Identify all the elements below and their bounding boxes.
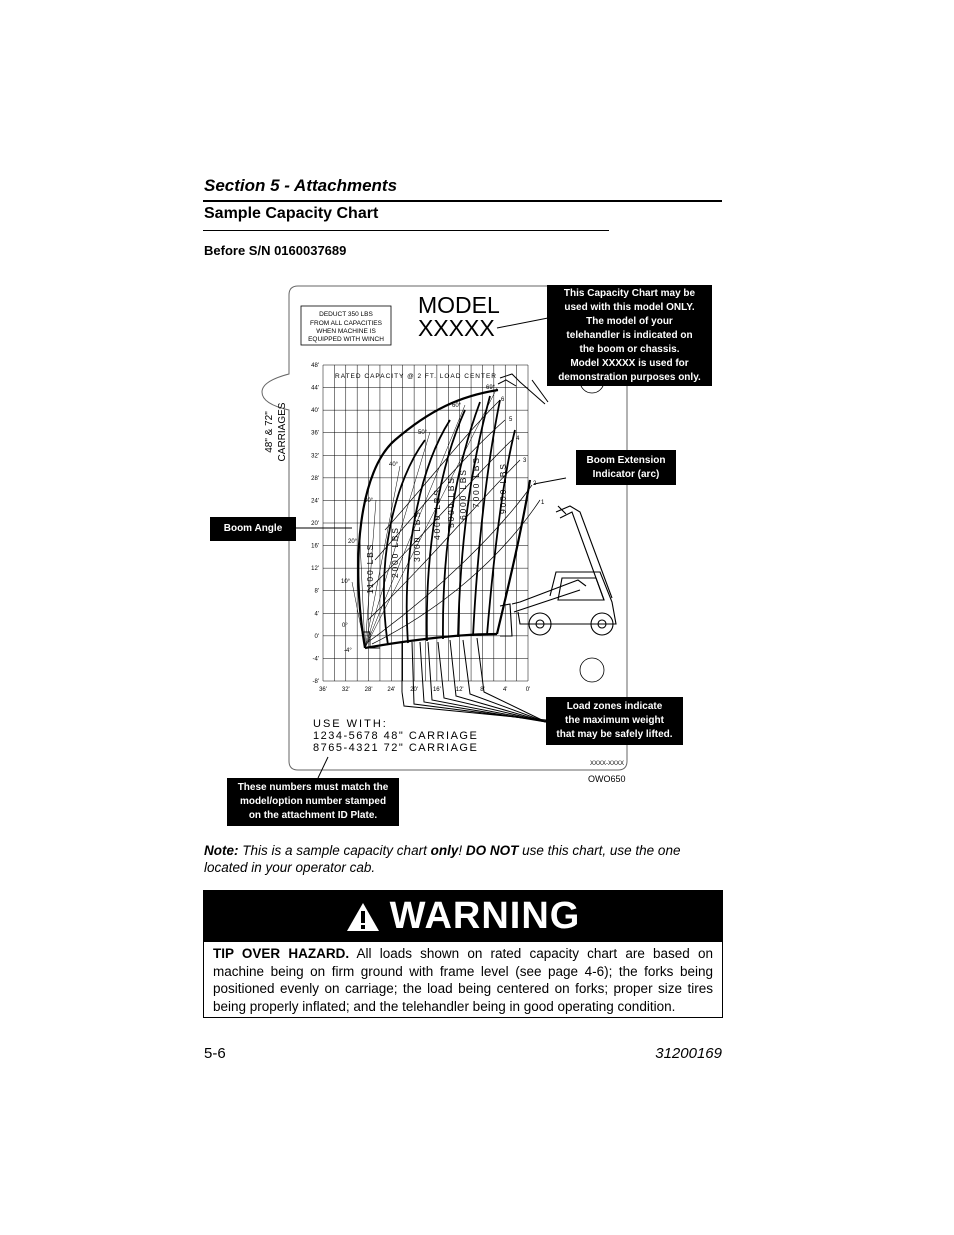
deduct-text-4: EQUIPPED WITH WINCH	[308, 336, 384, 343]
y-tick-label: -8'	[312, 679, 319, 685]
angle-label-20: 20°	[348, 539, 358, 545]
model-leader	[497, 318, 548, 328]
callout-model-line: This Capacity Chart may be	[563, 287, 696, 299]
extension-mark-6: 6	[501, 397, 505, 403]
x-tick-label: 32'	[341, 687, 350, 693]
angle-label-30: 30°	[364, 498, 374, 504]
telehandler-boom-side-sketch	[556, 506, 612, 600]
carriage-label-2: CARRIAGES	[277, 402, 288, 462]
carriage-label-1: 48" & 72"	[264, 411, 275, 453]
callout-numbers-line: model/option number stamped	[239, 796, 387, 807]
callout-load-zones	[546, 697, 683, 745]
use-with-carriage-72: 8765-4321 72" CARRIAGE	[313, 742, 479, 754]
zone-label-3000: 3000 LBS	[412, 510, 422, 562]
deduct-text-3: WHEN MACHINE IS	[316, 328, 376, 335]
angle-label-69: 69°	[486, 385, 496, 391]
y-tick-label: 4'	[314, 611, 319, 618]
note-label: Note:	[204, 843, 239, 858]
y-tick-label: 40'	[311, 408, 319, 415]
document-number: 31200169	[655, 1045, 722, 1062]
x-tick-label: 4'	[502, 687, 508, 693]
figure-code: OWO650	[588, 774, 626, 784]
x-tick-label: 0'	[525, 687, 531, 693]
zone-label-2000: 2000 LBS	[390, 526, 400, 578]
x-tick-label: 20'	[410, 687, 419, 693]
callout-model-only	[547, 285, 712, 386]
angle-label-40: 40°	[389, 462, 399, 468]
serial-heading: Before S/N 0160037689	[204, 243, 347, 258]
deduct-text-1: DEDUCT 350 LBS	[319, 311, 373, 318]
warning-word: WARNING	[389, 895, 581, 937]
deduct-text-2: FROM ALL CAPACITIES	[310, 320, 382, 327]
angle-label-60: 60°	[452, 403, 462, 409]
y-tick-label: 12'	[311, 566, 319, 573]
rated-capacity-label: RATED CAPACITY @ 2 FT. LOAD CENTER	[335, 373, 497, 380]
angle-label-50: 50°	[418, 430, 428, 436]
callout-load-line: that may be safely lifted.	[556, 729, 673, 740]
telehandler-sketch	[500, 572, 616, 636]
zone-boundary-7000	[473, 400, 500, 636]
page-number: 5-6	[204, 1045, 226, 1062]
y-tick-labels	[311, 363, 319, 685]
y-tick-label: 28'	[311, 475, 319, 482]
note-only: only	[430, 843, 459, 858]
callout-load-line: the maximum weight	[565, 715, 664, 726]
callout-extension-line: Indicator (arc)	[592, 468, 660, 480]
x-tick-label: 8'	[480, 687, 485, 693]
y-tick-label: -4'	[312, 656, 319, 663]
note-text-1: This is a sample capacity chart	[238, 843, 431, 858]
callout-model-line: demonstration purposes only.	[558, 371, 701, 383]
callout-numbers-line: These numbers must match the	[237, 782, 389, 793]
y-tick-label: 8'	[314, 588, 319, 595]
y-tick-label: 0'	[314, 633, 319, 640]
warning-box	[203, 890, 723, 1018]
callout-boom-angle	[210, 517, 296, 541]
note-excl: !	[458, 843, 466, 858]
part-code: XXXX-XXXX	[590, 761, 625, 767]
angle-label-10: 10°	[341, 579, 351, 585]
warning-body-text: All loads shown on rated capacity chart are based on machine being on firm ground with frame level (see page 4-6); the forks being positioned evenly on carriage; the load being centered on forks; proper size tires being properly inflated; and the telehandler being in good operating condition.	[213, 946, 713, 1014]
angle-label-0: 0°	[342, 623, 348, 629]
callout-load-line: Load zones indicate	[566, 701, 663, 712]
y-tick-label: 36'	[311, 430, 319, 437]
callout-model-line: used with this model ONLY.	[564, 301, 695, 313]
extension-mark-3: 3	[523, 458, 527, 464]
zone-label-7000: 7000 LBS	[471, 456, 481, 508]
callout-numbers-line: on the attachment ID Plate.	[248, 810, 378, 821]
callout-numbers-match	[227, 778, 399, 826]
warning-hazard-label: TIP OVER HAZARD.	[213, 946, 350, 961]
x-tick-label: 28'	[364, 687, 373, 693]
y-tick-label: 24'	[311, 498, 319, 505]
warning-header	[204, 891, 722, 942]
extension-mark-2: 2	[533, 481, 537, 487]
model-number: XXXXX	[418, 315, 495, 341]
zone-label-9000: 9000 LBS	[498, 462, 508, 514]
warning-body	[213, 945, 713, 1015]
callout-model-line: the boom or chassis.	[579, 343, 680, 355]
extension-mark-4: 4	[516, 436, 520, 442]
x-tick-labels	[319, 687, 530, 693]
section-title: Section 5 - Attachments	[204, 176, 398, 195]
y-tick-label: 20'	[311, 521, 319, 527]
zone-label-1100: 1100 LBS	[365, 542, 375, 594]
use-with-carriage-48: 1234-5678 48" CARRIAGE	[313, 730, 479, 742]
y-tick-label: 32'	[311, 453, 319, 460]
note-text-2: use this chart, use the one located in your operator cab.	[204, 843, 681, 875]
note-paragraph	[204, 842, 724, 876]
model-label: MODEL	[418, 292, 500, 318]
note-do-not: DO NOT	[465, 843, 519, 858]
y-tick-label: 16'	[311, 543, 319, 550]
x-tick-label: 24'	[387, 687, 396, 693]
zone-label-6000: 6000 LBS	[458, 468, 468, 520]
callout-boom-extension	[576, 450, 676, 485]
page-subtitle: Sample Capacity Chart	[204, 205, 379, 222]
extension-mark-5: 5	[509, 417, 513, 423]
callout-model-line: The model of your	[586, 315, 673, 327]
callout-boom-angle-line: Boom Angle	[223, 523, 283, 534]
callout-model-line: Model XXXXX is used for	[570, 357, 689, 369]
y-tick-label: 44'	[311, 385, 319, 392]
load-zone-curves	[358, 390, 530, 648]
extension-mark-1: 1	[541, 500, 545, 506]
warning-triangle-icon	[346, 902, 380, 932]
x-tick-label: 36'	[319, 687, 327, 693]
mounting-hole-bottom	[580, 658, 604, 682]
boom-tip-sketch	[498, 374, 548, 404]
zone-label-4000: 4000 LBS	[432, 488, 442, 540]
angle-label-neg4: -4°	[344, 648, 352, 654]
callout-extension-line: Boom Extension	[586, 454, 666, 466]
use-with-label: USE WITH:	[313, 718, 388, 730]
x-tick-label: 12'	[455, 687, 464, 693]
callout-model-line: telehandler is indicated on	[566, 329, 693, 341]
x-tick-label: 16'	[432, 687, 441, 693]
y-tick-label: 48'	[311, 363, 319, 369]
zone-label-5000: 5000 LBS	[446, 476, 456, 528]
